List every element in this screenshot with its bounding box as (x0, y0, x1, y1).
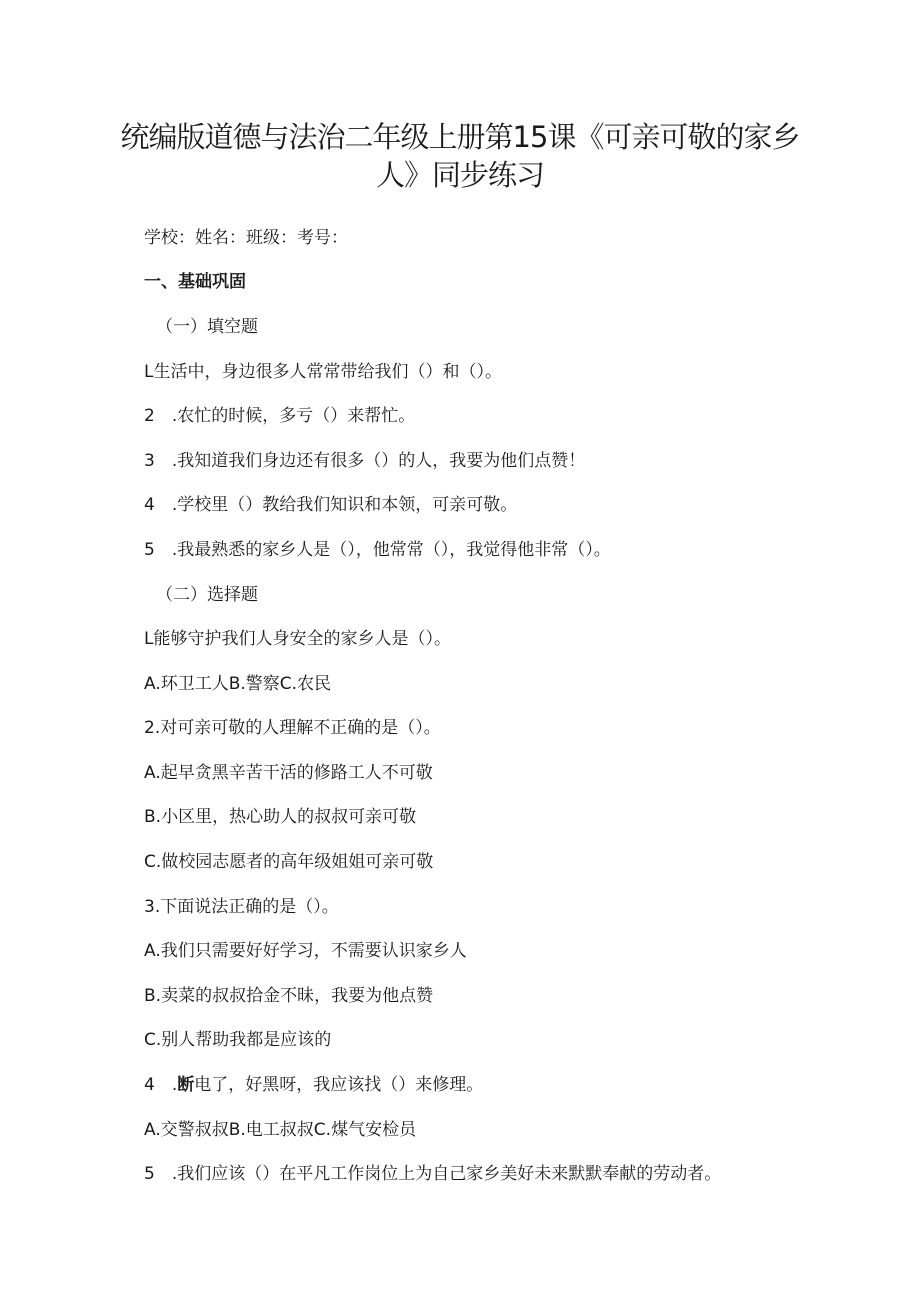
choice-option: B.卖菜的叔叔拾金不昧，我要为他点赞 (144, 986, 434, 1006)
choice-option: A.起早贪黑辛苦干活的修路工人不可敬 (144, 763, 433, 783)
choice-question: 5 .我们应该（）在平凡工作岗位上为自己家乡美好未来默默奉献的劳动者。 (144, 1164, 722, 1184)
choice-options: A.环卫工人B.警察C.农民 (144, 674, 332, 694)
fill-blank-question: 5 .我最熟悉的家乡人是（），他常常（），我觉得他非常（）。 (144, 540, 611, 560)
subsection-heading-multiple-choice: （二）选择题 (156, 585, 258, 605)
choice-option: A.我们只需要好好学习，不需要认识家乡人 (144, 941, 467, 961)
student-info-line: 学校：姓名：班级：考号： (144, 228, 348, 248)
fill-blank-question: 4 .学校里（）教给我们知识和本领，可亲可敬。 (144, 495, 518, 515)
emphasized-character: 断 (177, 1075, 195, 1095)
choice-option: B.小区里，热心助人的叔叔可亲可敬 (144, 807, 417, 827)
choice-question (144, 1074, 483, 1096)
choice-options: A.交警叔叔B.电工叔叔C.煤气安检员 (144, 1120, 417, 1140)
choice-option: C.别人帮助我都是应该的 (144, 1030, 332, 1050)
choice-question: 3.下面说法正确的是（）。 (144, 897, 339, 917)
fill-blank-question: L生活中，身边很多人常常带给我们（）和（）。 (144, 362, 502, 382)
choice-option: C.做校园志愿者的高年级姐姐可亲可敬 (144, 852, 434, 872)
question-text: 电了，好黑呀，我应该找（）来修理。 (194, 1075, 484, 1095)
section-heading-basics: 一、基础巩固 (144, 272, 246, 292)
page-title: 统编版道德与法治二年级上册第15课《可亲可敬的家乡人》同步练习 (120, 120, 800, 192)
question-number: 4 . (144, 1075, 178, 1095)
subsection-heading-fill-blank: （一）填空题 (156, 317, 258, 337)
fill-blank-question: 3 .我知道我们身边还有很多（）的人，我要为他们点赞！ (144, 451, 586, 471)
choice-question: L能够守护我们人身安全的家乡人是（）。 (144, 629, 451, 649)
choice-question: 2.对可亲可敬的人理解不正确的是（）。 (144, 718, 441, 738)
fill-blank-question: 2 .农忙的时候，多亏（）来帮忙。 (144, 406, 416, 426)
